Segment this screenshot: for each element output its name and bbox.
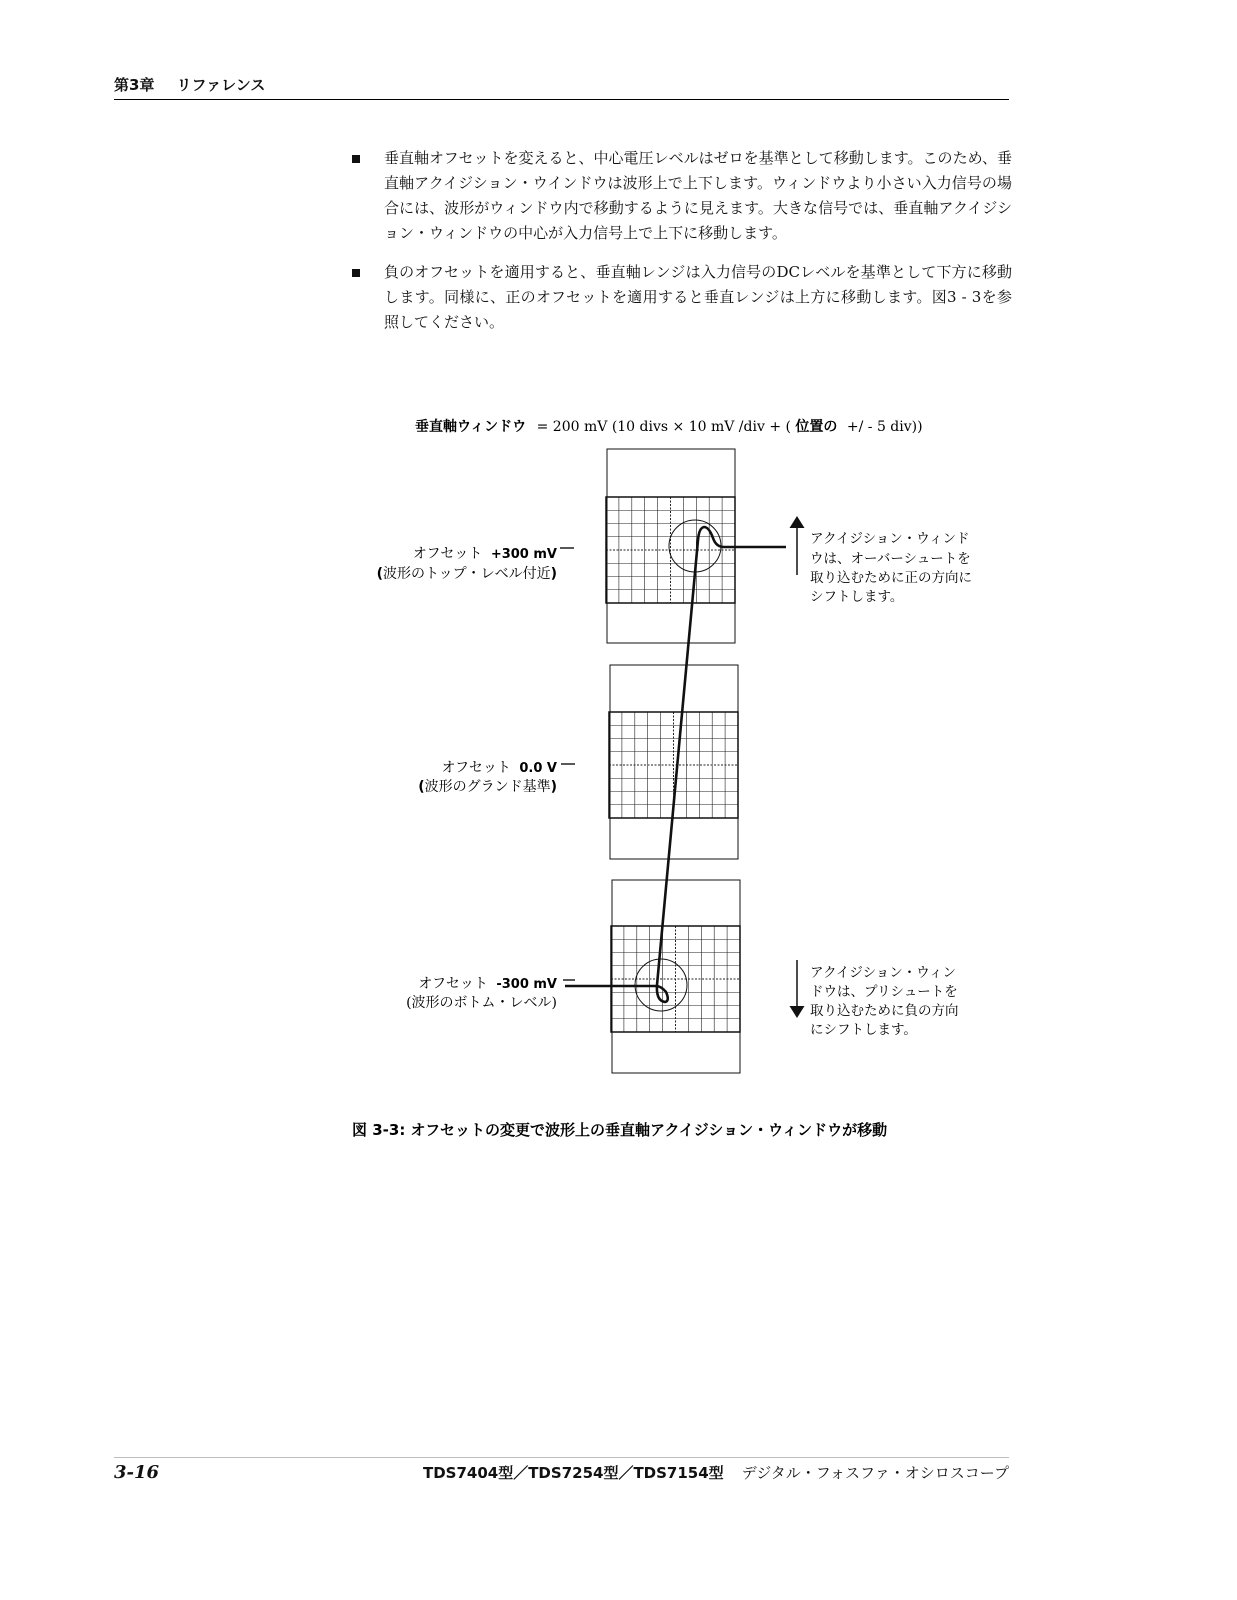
offset-label-bottom [418,976,557,992]
bullet-text: 垂直軸オフセットを変えると、中心電圧レベルはゼロを基準として移動します。このため、垂直軸アクイジション・ウインドウは波形上で上下します。ウィンドウより小さい入力信号の場合には、波形がウィンドウ内で移動するように見えます。大きな信号では、垂直軸アクイジション・ウィンドウの中心が入力信号上で上下に移動します。 [384,149,1012,242]
figure-title-label: 垂直軸ウィンドウ [415,419,527,435]
offset-label-middle-prefix: オフセット [441,760,511,776]
offset-sub-middle: (波形のグランド基準) [418,779,557,795]
footer-models: TDS7404型／TDS7254型／TDS7154型 [422,1464,724,1482]
offset-label-bottom-prefix: オフセット [418,976,488,992]
note-up-line: アクイジション・ウィンド [810,531,970,547]
note-down-line: ドウは、プリシュートを [810,984,958,1000]
note-down [810,965,959,1038]
note-down-line: 取り込むために負の方向 [810,1003,959,1019]
page-number: 3-16 [114,1462,160,1483]
note-up-line: 取り込むために正の方向に [810,570,972,586]
figure-title-end: +/ - 5 div)) [846,419,923,435]
offset-label-middle-value: 0.0 V [519,761,557,776]
chapter-number: 第3章 [114,76,155,94]
figure-title [415,418,923,435]
offset-sub-top: (波形のトップ・レベル付近) [376,566,557,582]
figure-title-formula: = 200 mV (10 divs × 10 mV /div + ( [536,419,791,435]
chapter-title: リファレンス [176,76,266,94]
footer-product: デジタル・フォスファ・オシロスコープ [741,1464,1009,1482]
scope-screen-bottom [611,880,740,1073]
note-down-line: アクイジション・ウィン [810,965,957,981]
note-up [810,531,972,605]
figure-title-pos: 位置の [795,419,838,435]
offset-label-bottom-value: -300 mV [496,977,557,992]
bullet-text: 負のオフセットを適用すると、垂直軸レンジは入力信号のDCレベルを基準として下方に移動します。同様に、正のオフセットを適用すると垂直レンジは上方に移動します。図3 - 3を参照してください。 [384,263,1012,331]
offset-label-top-value: +300 mV [490,547,557,562]
note-down-line: にシフトします。 [810,1022,917,1038]
graticule-bottom [611,926,740,1032]
footer-rule [114,1457,1009,1458]
offset-sub-bottom-text: (波形のボトム・レベル) [406,995,557,1011]
graticule-top [606,497,735,603]
offset-sub-top-text: 波形のトップ・レベル付近 [383,566,551,582]
note-up-line: ウは、オーバーシュートを [810,551,971,567]
note-up-line: シフトします。 [810,589,904,605]
footer-title [423,1462,1009,1483]
scope-screen-middle [609,665,738,859]
offset-label-top-prefix: オフセット [412,546,483,562]
offset-sub-bottom [406,995,557,1011]
offset-label-middle [441,760,557,776]
scope-screen-top [606,449,735,643]
offset-label-top [413,546,557,562]
offset-sub-middle-text: 波形のグランド基準 [424,779,551,795]
figure-caption: 図 3-3: オフセットの変更で波形上の垂直軸アクイジション・ウィンドウが移動 [352,1121,888,1139]
